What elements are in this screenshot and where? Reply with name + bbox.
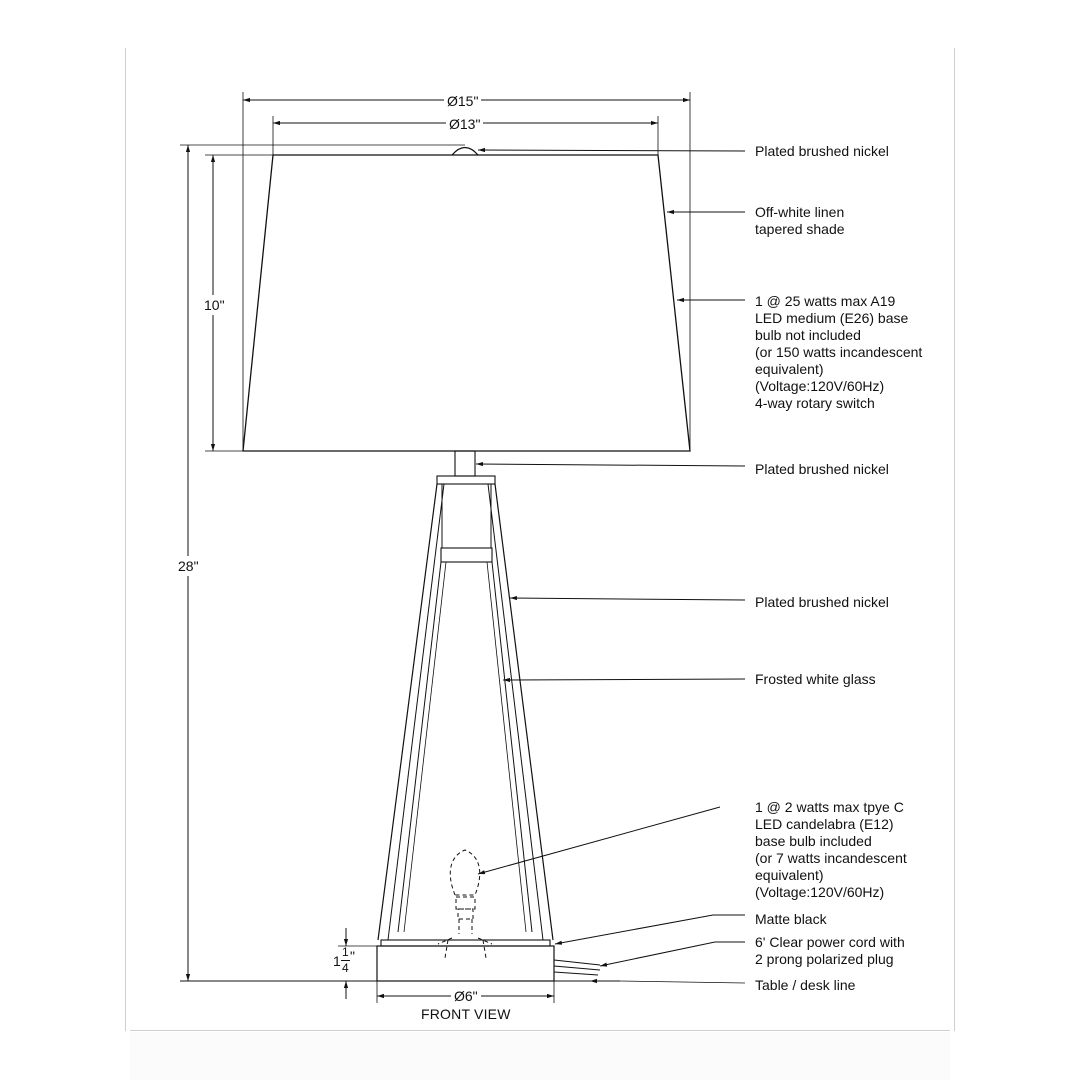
leader-4 bbox=[476, 464, 745, 466]
power-cord bbox=[554, 960, 600, 975]
leader-8 bbox=[555, 915, 745, 944]
leader-10 bbox=[620, 981, 745, 983]
callout-frame: Plated brushed nickel bbox=[755, 594, 889, 610]
dim-shade-top-diameter: Ø13" bbox=[446, 116, 483, 132]
dim-base-height-whole: 1 bbox=[333, 953, 341, 969]
leader-1 bbox=[478, 150, 745, 151]
lamp-base bbox=[377, 946, 554, 981]
callout-finial: Plated brushed nickel bbox=[755, 143, 889, 159]
lampshade bbox=[243, 155, 690, 451]
dim-base-diameter: Ø6" bbox=[451, 988, 481, 1004]
frame-post-right bbox=[495, 484, 553, 940]
finial bbox=[452, 148, 478, 156]
callout-cord: 6' Clear power cord with 2 prong polarized plug bbox=[755, 934, 905, 967]
callout-shade: Off-white linen tapered shade bbox=[755, 204, 845, 237]
callout-glass: Frosted white glass bbox=[755, 671, 876, 687]
leader-5 bbox=[510, 598, 745, 600]
leader-6 bbox=[503, 679, 745, 680]
glass-collar bbox=[441, 548, 492, 562]
candelabra-bulb bbox=[438, 850, 492, 958]
callout-bulb-nightlight: 1 @ 2 watts max tpye C LED candelabra (E12) base bulb included (or 7 watts incandescent equivalent) (Voltage:120V/60Hz) bbox=[755, 799, 907, 900]
frame-post-right-inner bbox=[488, 484, 543, 940]
dim-base-height-denominator: 4 bbox=[342, 961, 349, 975]
dim-shade-height: 10" bbox=[204, 297, 225, 313]
glass-column bbox=[442, 484, 491, 548]
leader-9 bbox=[600, 942, 745, 966]
view-label: FRONT VIEW bbox=[421, 1006, 511, 1022]
frame-post-left-inner bbox=[388, 484, 444, 940]
dim-shade-bottom-diameter: Ø15" bbox=[444, 93, 481, 109]
frame-post-left bbox=[378, 484, 437, 940]
dim-base-height-numerator: 1 bbox=[342, 945, 349, 959]
glass-left-edge-2 bbox=[404, 562, 446, 932]
dim-base-height-unit: " bbox=[350, 948, 355, 964]
callout-bulb-main: 1 @ 25 watts max A19 LED medium (E26) base bulb not included (or 150 watts incandescent equivalent) (Voltage:120V/60Hz) 4-way rotary switch bbox=[755, 293, 923, 411]
neck bbox=[455, 451, 475, 476]
base-plate bbox=[381, 940, 550, 946]
callout-table-line: Table / desk line bbox=[755, 977, 856, 993]
callout-base: Matte black bbox=[755, 911, 827, 927]
leader-7 bbox=[478, 807, 720, 874]
body-cap bbox=[437, 476, 495, 484]
dim-overall-height: 28" bbox=[178, 558, 199, 574]
callout-neck: Plated brushed nickel bbox=[755, 461, 889, 477]
